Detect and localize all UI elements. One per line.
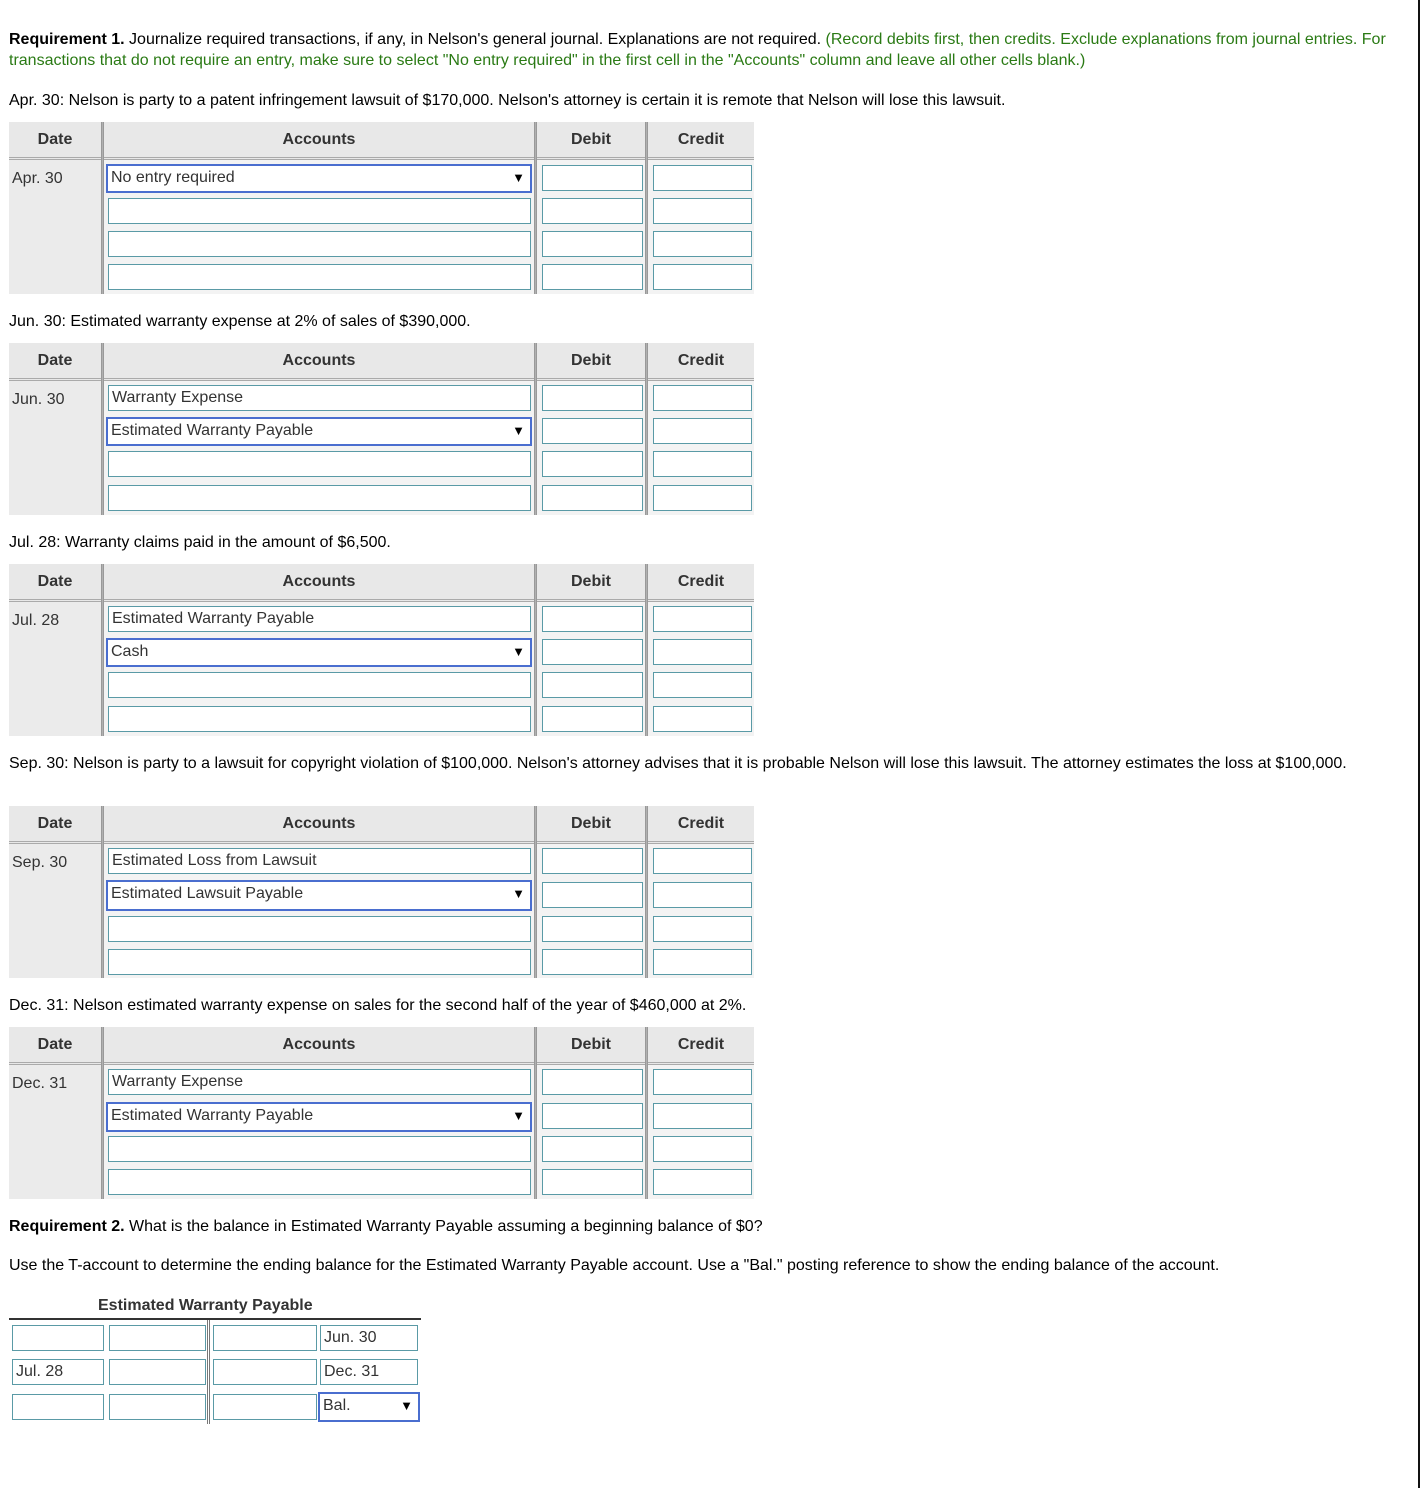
credit-input[interactable] (653, 916, 752, 942)
debit-input[interactable] (542, 606, 643, 632)
debit-input[interactable] (542, 1069, 643, 1095)
credit-input[interactable] (653, 264, 752, 290)
credit-input[interactable] (653, 606, 752, 632)
t-account-title: Estimated Warranty Payable (98, 1297, 313, 1314)
credit-input[interactable] (653, 231, 752, 257)
transaction-description: Jul. 28: Warranty claims paid in the amount of $6,500. (9, 534, 391, 551)
header-date: Date (9, 806, 101, 844)
account-input[interactable]: Estimated Warranty Payable (108, 606, 531, 632)
account-select[interactable]: Estimated Lawsuit Payable ▼ (106, 880, 532, 911)
header-date: Date (9, 343, 101, 381)
credit-input[interactable] (653, 1136, 752, 1162)
journal-table-jul28 (9, 564, 754, 736)
header-date: Date (9, 122, 101, 160)
header-credit: Credit (648, 564, 754, 602)
debit-input[interactable] (542, 949, 643, 975)
header-debit: Debit (537, 564, 645, 602)
requirement-2-label: Requirement 2. (9, 1218, 125, 1235)
t-left-amount-input[interactable] (109, 1394, 206, 1420)
dropdown-arrow-icon: ▼ (512, 644, 525, 659)
credit-input[interactable] (653, 418, 752, 444)
t-account-center-line (207, 1320, 210, 1424)
header-accounts: Accounts (104, 343, 534, 381)
journal-table-jun30 (9, 343, 754, 515)
credit-input[interactable] (653, 451, 752, 477)
header-debit: Debit (537, 1027, 645, 1065)
dropdown-arrow-icon: ▼ (512, 1108, 525, 1123)
requirement-1-label: Requirement 1. (9, 31, 125, 48)
entry-date: Sep. 30 (12, 854, 68, 871)
account-input[interactable]: Warranty Expense (108, 385, 531, 411)
debit-input[interactable] (542, 672, 643, 698)
credit-input[interactable] (653, 485, 752, 511)
debit-input[interactable] (542, 1136, 643, 1162)
debit-input[interactable] (542, 198, 643, 224)
t-left-ref-input[interactable] (12, 1325, 104, 1351)
account-input[interactable] (108, 706, 531, 732)
journal-table-apr30 (9, 122, 754, 294)
debit-input[interactable] (542, 165, 643, 191)
header-credit: Credit (648, 122, 754, 160)
account-input[interactable] (108, 1169, 531, 1195)
credit-input[interactable] (653, 1069, 752, 1095)
account-select[interactable]: Cash ▼ (106, 638, 532, 667)
requirement-1-body: Journalize required transactions, if any, in Nelson's general journal. Explanations are not required. (124, 31, 826, 48)
account-select[interactable]: Estimated Warranty Payable ▼ (106, 417, 532, 446)
journal-table-dec31 (9, 1027, 754, 1199)
credit-input[interactable] (653, 882, 752, 908)
entry-date: Dec. 31 (12, 1075, 68, 1092)
header-debit: Debit (537, 343, 645, 381)
t-account-top-line (9, 1318, 421, 1320)
t-right-ref-input[interactable]: Dec. 31 (320, 1359, 418, 1385)
header-credit: Credit (648, 343, 754, 381)
t-right-amount-input[interactable] (213, 1359, 317, 1385)
dropdown-arrow-icon: ▼ (512, 170, 525, 185)
dropdown-arrow-icon: ▼ (512, 886, 525, 901)
debit-input[interactable] (542, 916, 643, 942)
header-accounts: Accounts (104, 122, 534, 160)
account-select[interactable]: No entry required ▼ (106, 164, 532, 193)
t-right-amount-input[interactable] (213, 1325, 317, 1351)
entry-date: Jul. 28 (12, 612, 60, 629)
account-input[interactable] (108, 949, 531, 975)
header-debit: Debit (537, 122, 645, 160)
t-left-amount-input[interactable] (109, 1359, 206, 1385)
transaction-description: Dec. 31: Nelson estimated warranty expense on sales for the second half of the year of $460,000 at 2%. (9, 997, 747, 1014)
requirement-2-text (9, 1216, 1404, 1237)
account-input[interactable] (108, 916, 531, 942)
header-accounts: Accounts (104, 564, 534, 602)
header-accounts: Accounts (104, 1027, 534, 1065)
t-right-ref-select[interactable]: Bal. ▼ (318, 1392, 420, 1422)
account-input[interactable] (108, 231, 531, 257)
credit-input[interactable] (653, 1169, 752, 1195)
credit-input[interactable] (653, 848, 752, 874)
debit-input[interactable] (542, 485, 643, 511)
entry-date: Apr. 30 (12, 170, 63, 187)
dropdown-arrow-icon: ▼ (512, 423, 525, 438)
header-accounts: Accounts (104, 806, 534, 844)
t-left-ref-input[interactable] (12, 1394, 104, 1420)
header-date: Date (9, 1027, 101, 1065)
account-input[interactable] (108, 451, 531, 477)
requirement-2-body: What is the balance in Estimated Warranty Payable assuming a beginning balance of $0? (124, 1218, 763, 1235)
t-left-ref-input[interactable]: Jul. 28 (12, 1359, 104, 1385)
requirement-1-text (9, 29, 1404, 71)
credit-input[interactable] (653, 198, 752, 224)
t-right-amount-input[interactable] (213, 1394, 317, 1420)
debit-input[interactable] (542, 706, 643, 732)
credit-input[interactable] (653, 165, 752, 191)
account-input[interactable] (108, 198, 531, 224)
account-input[interactable]: Warranty Expense (108, 1069, 531, 1095)
account-input[interactable] (108, 672, 531, 698)
entry-date: Jun. 30 (12, 391, 65, 408)
credit-input[interactable] (653, 949, 752, 975)
credit-input[interactable] (653, 639, 752, 665)
debit-input[interactable] (542, 1169, 643, 1195)
transaction-description: Apr. 30: Nelson is party to a patent infringement lawsuit of $170,000. Nelson's attorney is certain it is remote that Nelson will lose this lawsuit. (9, 92, 1006, 109)
credit-input[interactable] (653, 1103, 752, 1129)
debit-input[interactable] (542, 1103, 643, 1129)
debit-input[interactable] (542, 639, 643, 665)
requirement-1-instruction: (Record debits first, then credits. Exclude explanations from journal entries. For transactions that do not require an entry, make sure to select "No entry required" in the first cell in the "Accounts" column and leave all other cells blank.) (9, 31, 1386, 69)
debit-input[interactable] (542, 385, 643, 411)
account-select[interactable]: Estimated Warranty Payable ▼ (106, 1102, 532, 1132)
header-debit: Debit (537, 806, 645, 844)
journal-table-sep30 (9, 806, 754, 978)
account-input[interactable] (108, 1136, 531, 1162)
account-input[interactable] (108, 264, 531, 290)
account-input[interactable] (108, 485, 531, 511)
dropdown-arrow-icon: ▼ (400, 1398, 413, 1413)
credit-input[interactable] (653, 672, 752, 698)
t-left-amount-input[interactable] (109, 1325, 206, 1351)
header-credit: Credit (648, 806, 754, 844)
header-date: Date (9, 564, 101, 602)
transaction-description: Jun. 30: Estimated warranty expense at 2% of sales of $390,000. (9, 313, 471, 330)
debit-input[interactable] (542, 231, 643, 257)
requirement-2-instruction: Use the T-account to determine the ending balance for the Estimated Warranty Payable account. Use a "Bal." posting reference to show the ending balance of the account. (9, 1257, 1220, 1274)
transaction-description: Sep. 30: Nelson is party to a lawsuit for copyright violation of $100,000. Nelson's attorney advises that it is probable Nelson will lose this lawsuit. The attorney estimates the loss at $100,000. (9, 755, 1347, 772)
t-right-ref-input[interactable]: Jun. 30 (320, 1325, 418, 1351)
debit-input[interactable] (542, 264, 643, 290)
header-credit: Credit (648, 1027, 754, 1065)
debit-input[interactable] (542, 848, 643, 874)
credit-input[interactable] (653, 385, 752, 411)
credit-input[interactable] (653, 706, 752, 732)
debit-input[interactable] (542, 451, 643, 477)
debit-input[interactable] (542, 418, 643, 444)
account-input[interactable]: Estimated Loss from Lawsuit (108, 848, 531, 874)
debit-input[interactable] (542, 882, 643, 908)
